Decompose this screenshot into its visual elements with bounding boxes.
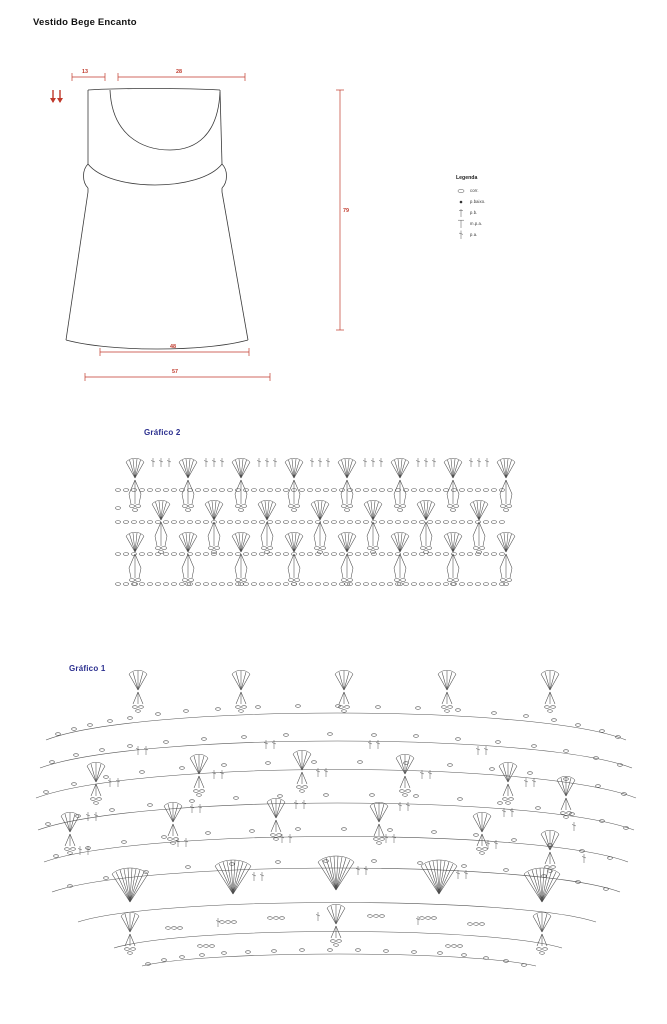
single-crochet-icon [456,207,470,218]
chart1-content [36,670,636,966]
slip-stitch-dot-icon [456,196,470,207]
direction-arrows-icon [50,90,63,103]
half-double-crochet-icon [456,218,470,229]
double-crochet-icon [456,229,470,240]
dimension-shoulder-label: 13 [82,69,88,75]
dimension-neck-width-label: 28 [176,69,182,75]
chart2-rows [115,507,120,510]
chart2-content [115,458,515,585]
legend-item-slip [456,196,536,207]
legend-title: Legenda [456,175,478,181]
dimension-hem-outer-label: 57 [172,369,178,375]
dimension-hem-inner-label: 48 [170,344,176,350]
legend-label-chain: corr. [470,188,479,193]
legend-label-double-crochet: p.a. [470,232,478,237]
dress-outline [66,89,248,350]
legend-item-single-crochet [456,207,536,218]
legend-item-half-double [456,218,536,229]
page-title: Vestido Bege Encanto [33,17,137,28]
legend-label-half-double: m.p.a. [470,221,483,226]
dress-schematic [0,40,400,390]
legend-label-single-crochet: p.b. [470,210,478,215]
chart-label-grafico-1: Gráfico 1 [69,664,106,673]
crochet-chart-grafico-1 [18,660,653,995]
chart-label-grafico-2: Gráfico 2 [144,428,181,437]
crochet-chart-grafico-2 [100,444,520,594]
legend-item-double-crochet [456,229,536,240]
legend-item-chain [456,185,536,196]
chain-stitch-icon [456,185,470,196]
legend-label-slip: p.baixo. [470,199,486,204]
dimension-shoulder [72,73,105,81]
dimension-total-length-label: 79 [343,208,349,214]
legend [456,175,536,240]
